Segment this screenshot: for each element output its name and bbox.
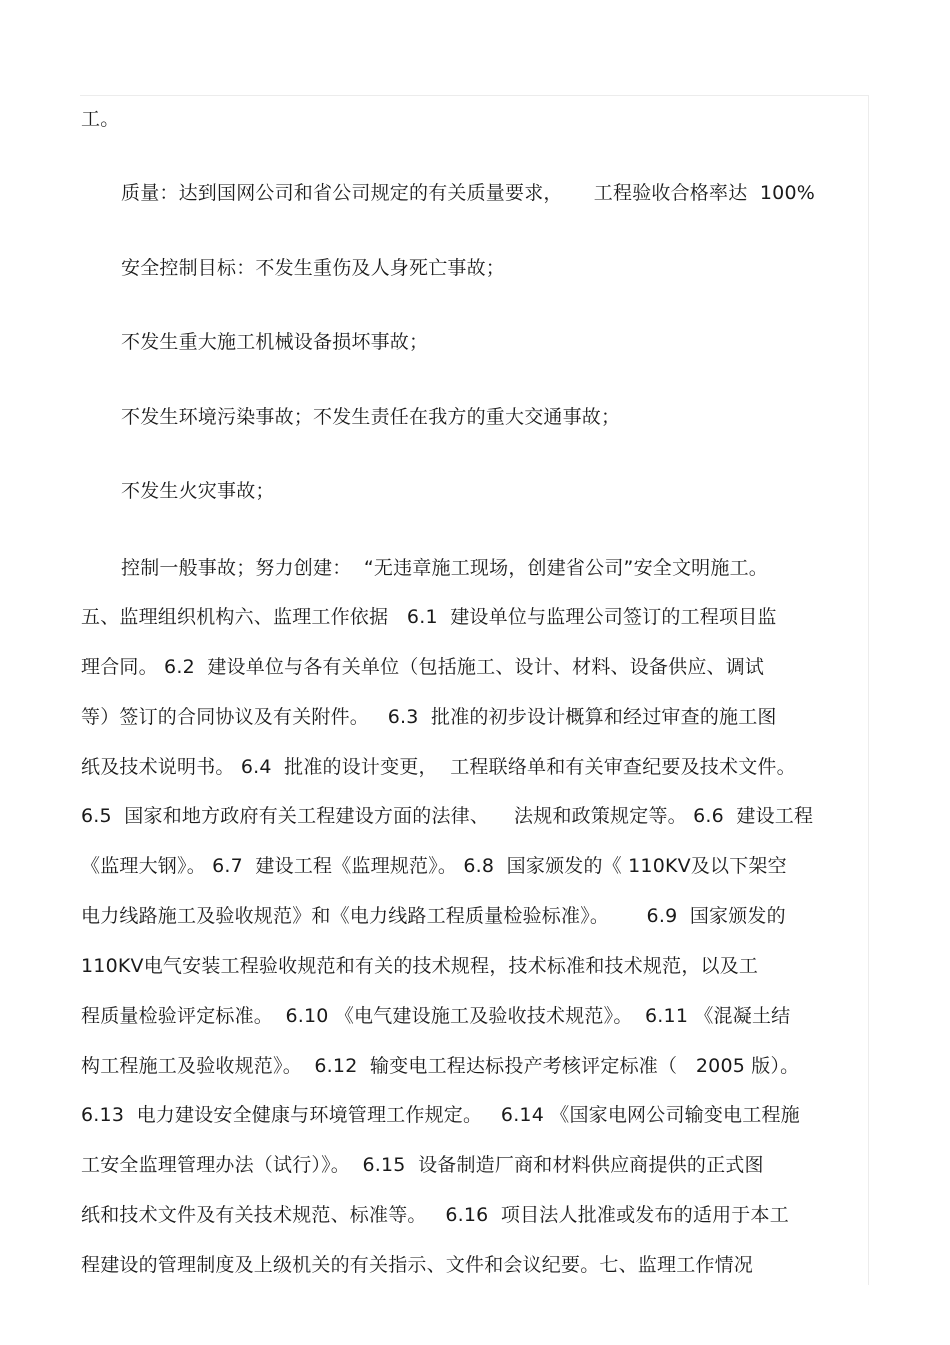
basis-paragraph-line-13: 纸和技术文件及有关技术规范、标准等。 6.16 项目法人批准或发布的适用于本工	[81, 1204, 789, 1226]
basis-paragraph-line-11: 6.13 电力建设安全健康与环境管理工作规定。 6.14 《国家电网公司输变电工程施	[81, 1104, 800, 1126]
basis-paragraph-line-4: 纸及技术说明书。 6.4 批准的设计变更， 工程联络单和有关审查纪要及技术文件。	[81, 756, 796, 778]
basis-paragraph-line-1: 五、监理组织机构六、监理工作依据 6.1 建设单位与监理公司签订的工程项目监	[81, 606, 777, 628]
safety-target-line-2: 不发生重大施工机械设备损坏事故；	[121, 331, 429, 353]
quality-target-line: 质量：达到国网公司和省公司规定的有关质量要求， 工程验收合格率达 100%	[121, 182, 815, 204]
basis-paragraph-line-12: 工安全监理管理办法（试行）》。 6.15 设备制造厂商和材料供应商提供的正式图	[81, 1154, 764, 1176]
safety-target-line: 安全控制目标：不发生重伤及人身死亡事故；	[121, 257, 506, 279]
safety-target-line-3: 不发生环境污染事故；不发生责任在我方的重大交通事故；	[121, 406, 621, 428]
basis-paragraph-line-8: 110KV电气安装工程验收规范和有关的技术规程，技术标准和技术规范，以及工	[81, 955, 759, 977]
basis-paragraph-line-9: 程质量检验评定标准。 6.10 《电气建设施工及验收技术规范》。 6.11 《混凝土结	[81, 1005, 791, 1027]
basis-paragraph-line-2: 理合同。 6.2 建设单位与各有关单位（包括施工、设计、材料、设备供应、调试	[81, 656, 765, 678]
basis-paragraph-line-7: 电力线路施工及验收规范》和《电力线路工程质量检验标准》。 6.9 国家颁发的	[81, 905, 786, 927]
basis-paragraph-line-3: 等）签订的合同协议及有关附件。 6.3 批准的初步设计概算和经过审查的施工图	[81, 706, 777, 728]
basis-paragraph-line-10: 构工程施工及验收规范》。 6.12 输变电工程达标投产考核评定标准（ 2005 版）。	[81, 1055, 800, 1077]
text-line-1: 工。	[81, 108, 120, 130]
basis-paragraph-line-14: 程建设的管理制度及上级机关的有关指示、文件和会议纪要。七、监理工作情况	[81, 1254, 754, 1276]
safety-target-line-5: 控制一般事故；努力创建： “无违章施工现场，创建省公司”安全文明施工。	[121, 557, 768, 579]
basis-paragraph-line-6: 《监理大钢》。 6.7 建设工程《监理规范》。 6.8 国家颁发的《 110KV及以下架空	[81, 855, 787, 877]
safety-target-line-4: 不发生火灾事故；	[121, 480, 275, 502]
basis-paragraph-line-5: 6.5 国家和地方政府有关工程建设方面的法律、 法规和政策规定等。 6.6 建设工程	[81, 805, 814, 827]
